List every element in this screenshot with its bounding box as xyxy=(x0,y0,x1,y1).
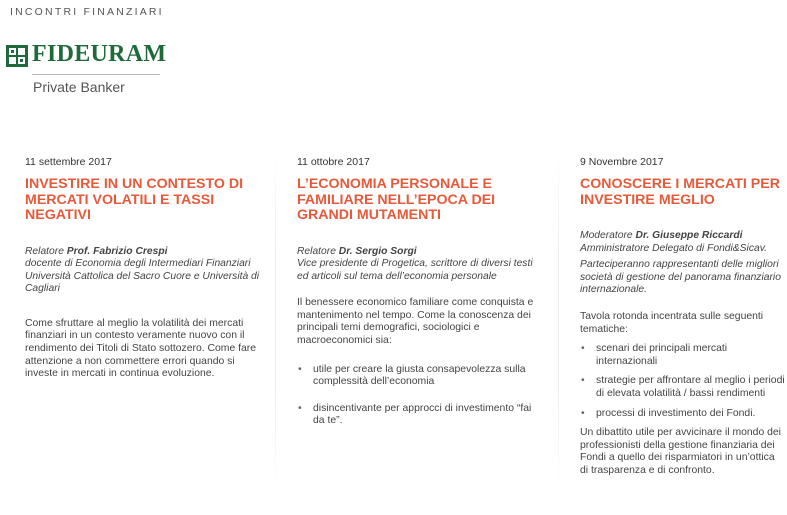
event-description: Tavola rotonda incentrata sulle seguenti tematiche: xyxy=(580,310,764,335)
event-description: Come sfruttare al meglio la volatilità dei mercati finanziari in un contesto veramente nuovo con il rendimento dei Titoli di Stato sottozero. Come fare attenzione a non commettere errori quando si investe in mercati in continua evoluzione. xyxy=(25,317,257,380)
speaker-name: Prof. Fabrizio Crespi xyxy=(66,245,168,257)
event-speaker xyxy=(25,246,265,296)
speaker-name: Dr. Sergio Sorgi xyxy=(338,245,417,257)
event-date: 11 settembre 2017 xyxy=(25,156,112,168)
list-item: • scenari dei principali mercati internazionali xyxy=(580,343,785,368)
event-speaker xyxy=(580,230,785,297)
event-date: 11 ottobre 2017 xyxy=(297,156,370,168)
event-description: Il benessere economico familiare come conquista e mantenimento nel tempo. Come la conoscenza dei principali temi demografici, sociologici e macroeconomici sia: xyxy=(297,297,534,347)
list-item: • processi di investimento dei Fondi. xyxy=(580,408,785,421)
event-title: INVESTIRE IN UN CONTESTO DI MERCATI VOLATILI E TASSI NEGATIVI xyxy=(25,176,244,223)
logo-subtitle: Private Banker xyxy=(33,79,125,95)
event-bullet-list xyxy=(580,343,785,420)
list-item: • utile per creare la giusta consapevolezza sulla complessità dell’economia xyxy=(297,364,537,389)
speaker-prefix: Relatore xyxy=(25,245,64,257)
list-item: • disincentivante per approcci di investimento “fai da te”. xyxy=(297,403,537,428)
event-speaker xyxy=(297,246,537,284)
speaker-role: Vice presidente di Progetica, scrittore di diversi testi ed articoli sul tema dell’economia personale xyxy=(297,258,533,282)
column-divider xyxy=(275,150,276,490)
speaker-prefix: Relatore xyxy=(297,245,336,257)
event-title: CONOSCERE I MERCATI PER INVESTIRE MEGLIO xyxy=(580,176,780,208)
speaker-participants: Parteciperanno rappresentanti delle migliori società di gestione del panorama finanziario internazionale. xyxy=(580,259,781,296)
speaker-role: docente di Economia degli Intermediari Finanziari Università Cattolica del Sacro Cuore e Università di Cagliari xyxy=(25,258,260,295)
header-label: INCONTRI FINANZIARI xyxy=(10,6,164,18)
list-item: • strategie per affrontare al meglio i periodi di elevata volatilità / bassi rendimenti xyxy=(580,375,785,400)
event-bullet-list xyxy=(297,364,537,428)
event-column-3 xyxy=(580,156,785,478)
logo-name: FIDEURAM xyxy=(32,41,167,67)
event-column-1 xyxy=(25,156,265,381)
logo-divider xyxy=(32,74,160,75)
event-title: L’ECONOMIA PERSONALE E FAMILIARE NELL’EPOCA DEI GRANDI MUTAMENTI xyxy=(297,176,496,223)
speaker-prefix: Moderatore xyxy=(580,230,633,241)
fideuram-logo-icon xyxy=(6,45,28,67)
event-column-2 xyxy=(297,156,537,428)
speaker-name: Dr. Giuseppe Riccardi xyxy=(635,230,743,241)
event-date: 9 Novembre 2017 xyxy=(580,156,664,168)
event-closing: Un dibattito utile per avvicinare il mondo dei professionisti della gestione finanziaria dei Fondi a quello dei risparmiatori in un’ottica di trasparenza e di confronto. xyxy=(580,427,781,476)
speaker-role: Amministratore Delegato di Fondi&Sicav. xyxy=(580,242,767,254)
column-divider xyxy=(558,150,559,490)
